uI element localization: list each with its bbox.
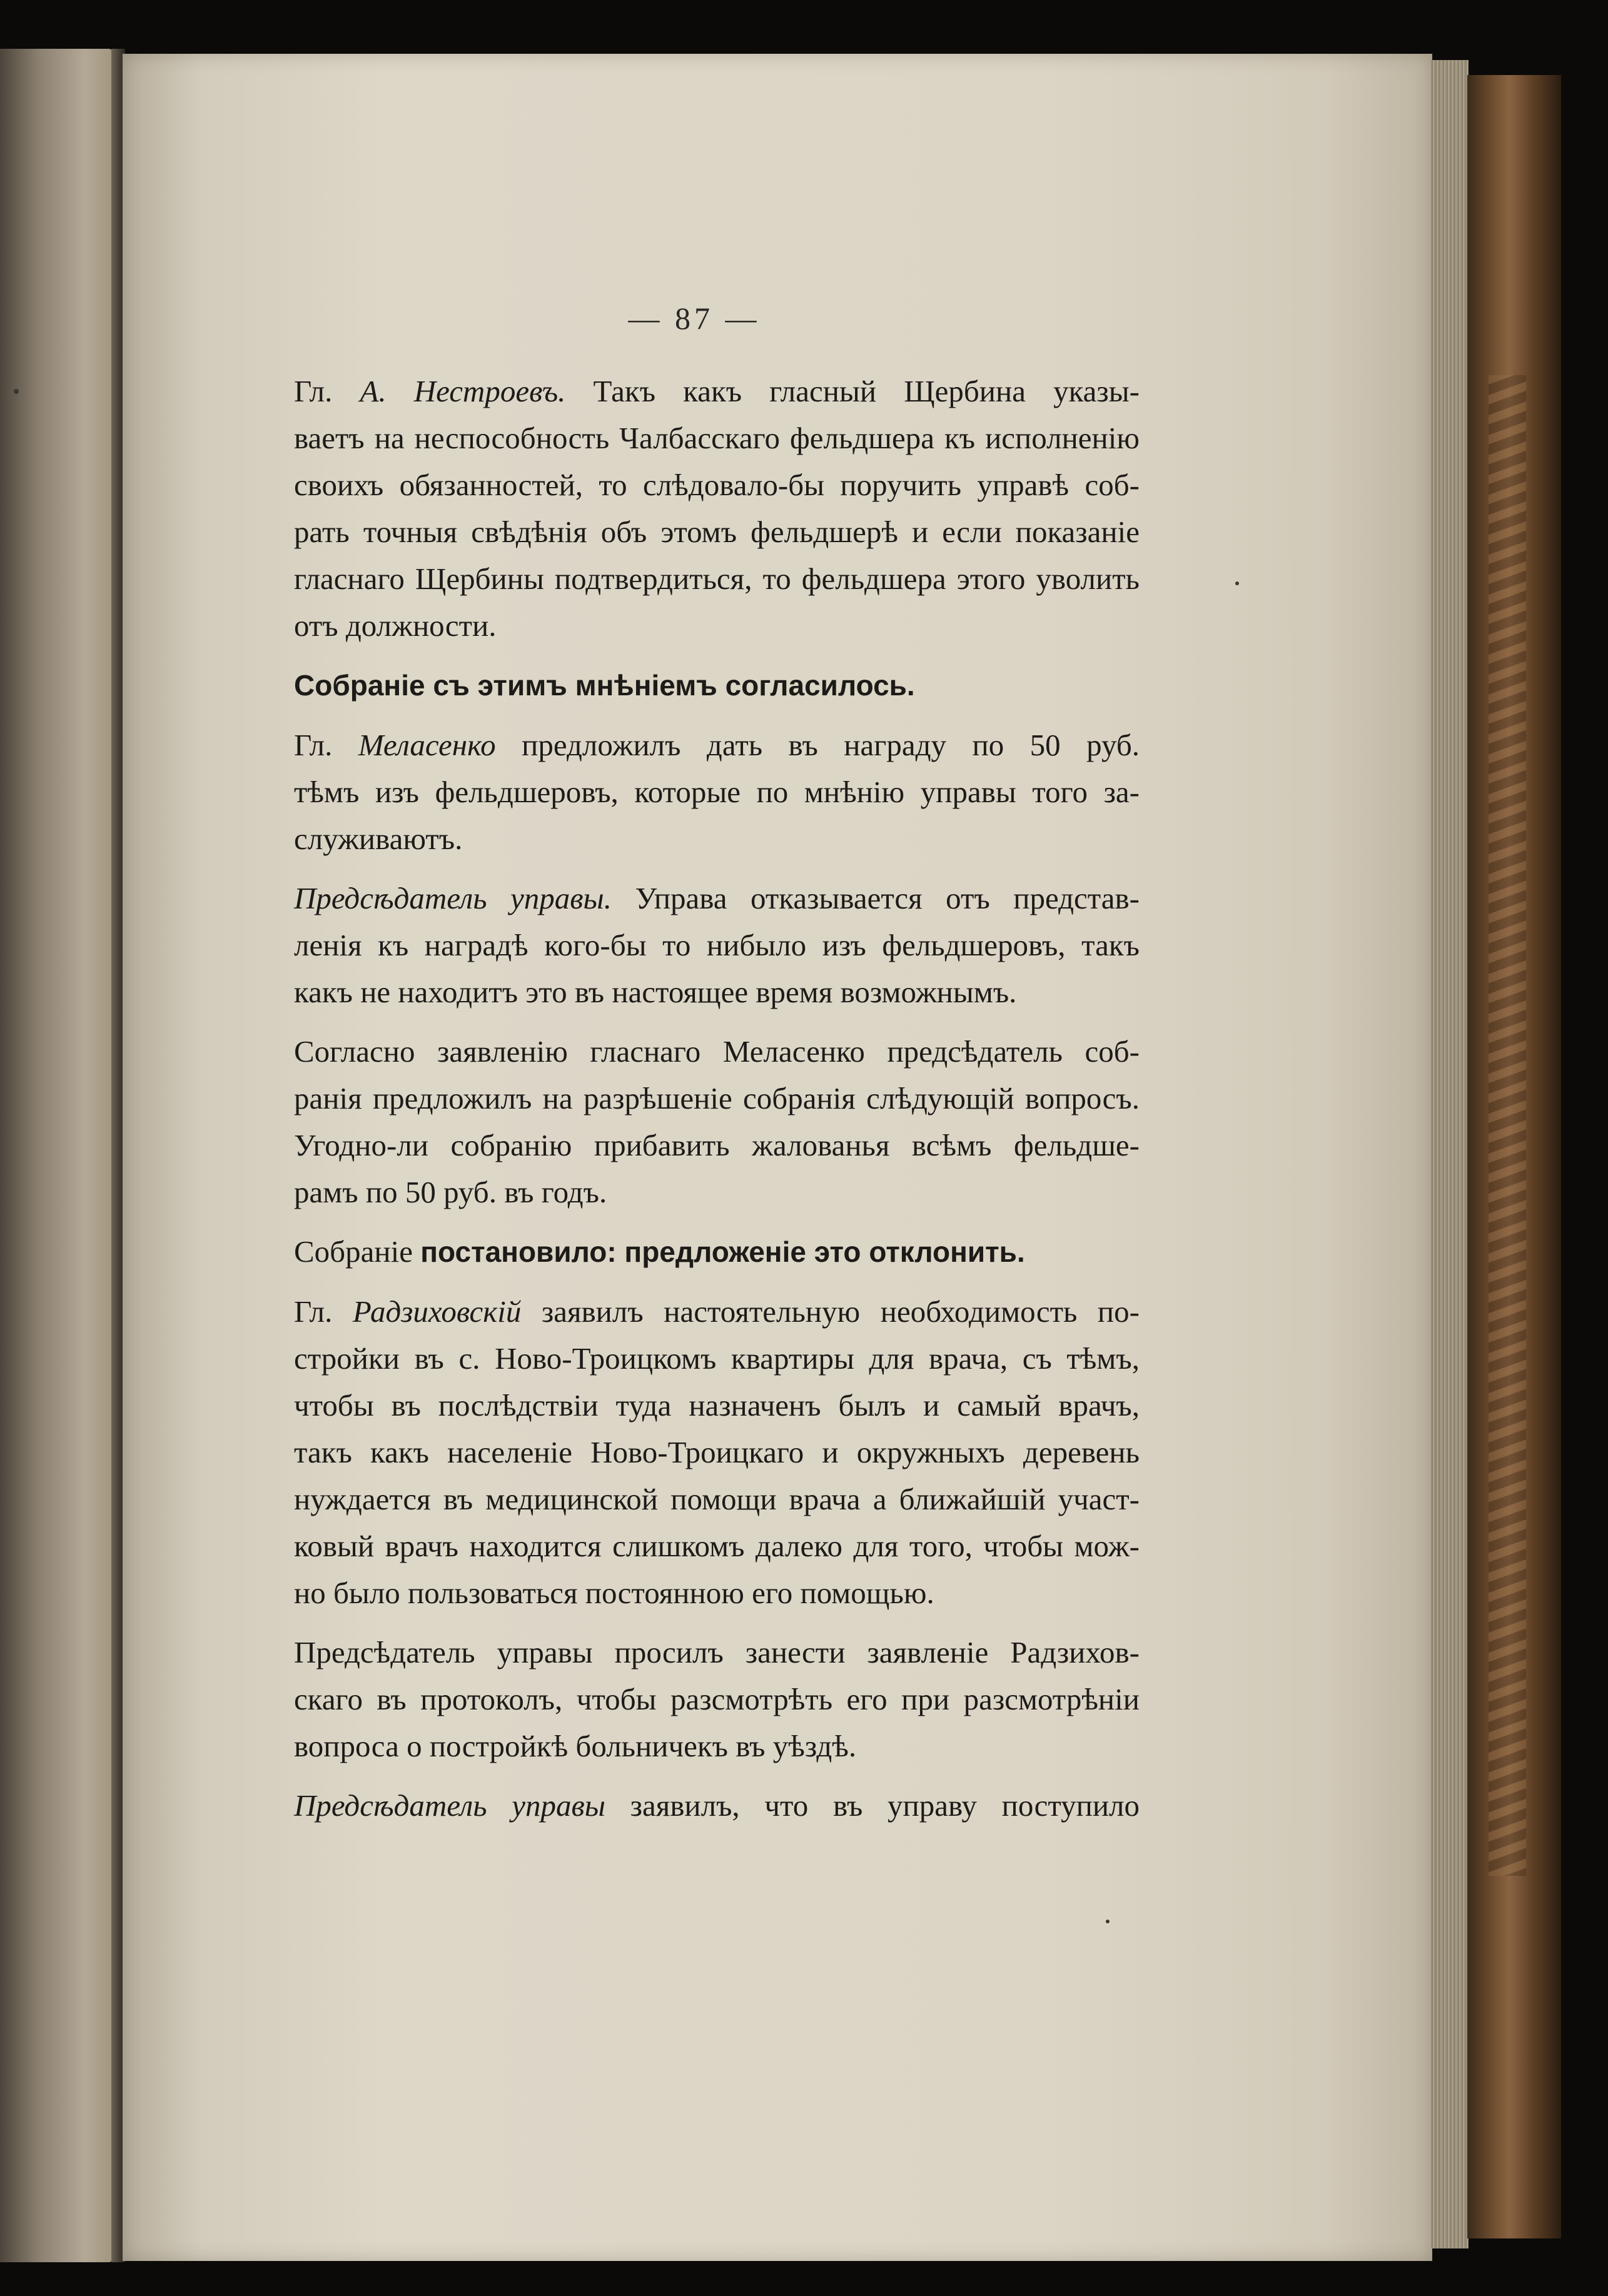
- paragraph-gap: [294, 1276, 1140, 1288]
- text-segment: своихъ обязанностей, то слѣдовало-бы поручить управѣ соб-: [294, 468, 1140, 502]
- text-line: [294, 875, 1140, 922]
- text-segment: заявилъ настоятельную необходимость по-: [521, 1294, 1140, 1329]
- paragraph-gap: [294, 1770, 1140, 1782]
- text-segment: предложилъ дать въ награду по 50 руб.: [495, 728, 1140, 762]
- text-segment: Угодно-ли собранiю прибавить жалованья всѣмъ фельдше-: [294, 1128, 1140, 1162]
- text-segment: рамъ по 50 руб. въ годъ.: [294, 1175, 607, 1209]
- paragraph-gap: [294, 1216, 1140, 1228]
- text-segment: постановило: предложенiе это отклонить.: [420, 1236, 1025, 1268]
- text-segment: отъ должности.: [294, 608, 497, 643]
- text-line: [294, 461, 1140, 508]
- text-segment: Предсѣдатель управы просилъ занести заявленiе Радзихов-: [294, 1635, 1140, 1669]
- text-segment: Согласно заявленiю гласнаго Меласенко предсѣдатель соб-: [294, 1034, 1140, 1069]
- page-stack-edges: [1431, 60, 1469, 2248]
- text-line: [294, 1782, 1140, 1829]
- text-line: [294, 1028, 1140, 1075]
- text-line: [294, 1429, 1140, 1476]
- text-segment: гласнаго Щербины подтвердиться, то фельдшера этого уволить: [294, 561, 1140, 596]
- text-segment: Гл.: [294, 1294, 353, 1329]
- text-segment: Меласенко: [358, 728, 496, 762]
- text-segment: Гл.: [294, 728, 358, 762]
- text-line: [294, 1288, 1140, 1335]
- text-line: [294, 602, 1140, 649]
- page-number: — 87 —: [628, 301, 761, 336]
- text-segment: скаго въ протоколъ, чтобы разсмотрѣть его при разсмотрѣнiи: [294, 1682, 1140, 1716]
- text-segment: А. Нестроевъ.: [360, 374, 566, 408]
- text-line: [294, 1629, 1140, 1676]
- speck: [14, 389, 19, 394]
- speck: [1235, 582, 1239, 585]
- cover-texture: [1489, 375, 1526, 1876]
- text-line: [294, 1382, 1140, 1429]
- text-segment: тѣмъ изъ фельдшеровъ, которые по мнѣнiю управы того за-: [294, 775, 1140, 809]
- page-body-text: [294, 368, 1140, 1829]
- text-segment: Управа отказывается отъ представ-: [611, 881, 1140, 915]
- text-segment: ранiя предложилъ на разрѣшенiе собранiя слѣдующiй вопросъ.: [294, 1081, 1140, 1115]
- text-line: [294, 1723, 1140, 1770]
- text-line: [294, 922, 1140, 969]
- text-line: [294, 368, 1140, 415]
- paragraph-gap: [294, 1616, 1140, 1629]
- text-line: [294, 662, 1140, 709]
- text-segment: служиваютъ.: [294, 822, 463, 856]
- text-segment: Собранiе съ этимъ мнѣнiемъ согласилось.: [294, 669, 915, 702]
- text-segment: заявилъ, что въ управу поступило: [605, 1788, 1140, 1823]
- text-line: [294, 768, 1140, 815]
- text-segment: какъ не находитъ это въ настоящее время возможнымъ.: [294, 975, 1017, 1009]
- text-line: [294, 508, 1140, 555]
- text-line: [294, 1335, 1140, 1382]
- paragraph-gap: [294, 862, 1140, 875]
- paragraph-gap: [294, 709, 1140, 722]
- text-segment: Гл.: [294, 374, 360, 408]
- paragraph-gap: [294, 649, 1140, 662]
- text-segment: стройки въ с. Ново-Троицкомъ квартиры для врача, съ тѣмъ,: [294, 1341, 1140, 1376]
- text-line: [294, 1569, 1140, 1616]
- paragraph-gap: [294, 1015, 1140, 1028]
- text-segment: чтобы въ послѣдствiи туда назначенъ былъ и самый врачъ,: [294, 1388, 1140, 1422]
- text-segment: Собранiе: [294, 1234, 421, 1269]
- text-line: [294, 969, 1140, 1015]
- text-segment: вопроса о постройкѣ больничекъ въ уѣздѣ.: [294, 1729, 857, 1763]
- text-segment: ленiя къ наградѣ кого-бы то нибыло изъ фельдшеровъ, такъ: [294, 928, 1140, 962]
- text-line: [294, 1676, 1140, 1723]
- text-line: [294, 815, 1140, 862]
- text-line: [294, 1228, 1140, 1276]
- text-line: [294, 1523, 1140, 1569]
- text-line: [294, 722, 1140, 768]
- text-segment: ваетъ на неспособность Чалбасскаго фельдшера къ исполненiю: [294, 421, 1140, 455]
- text-segment: ковый врачъ находится слишкомъ далеко для того, чтобы мож-: [294, 1529, 1140, 1563]
- speck: [1106, 1920, 1110, 1923]
- text-segment: Предсѣдатель управы.: [294, 881, 612, 915]
- text-segment: рать точныя свѣдѣнiя объ этомъ фельдшерѣ и если показанiе: [294, 515, 1140, 549]
- text-segment: Радзиховскiй: [352, 1294, 522, 1329]
- text-line: [294, 415, 1140, 461]
- text-line: [294, 1476, 1140, 1523]
- text-line: [294, 1075, 1140, 1122]
- text-line: [294, 555, 1140, 602]
- text-line: [294, 1122, 1140, 1169]
- text-segment: нуждается въ медицинской помощи врача а ближайшiй участ-: [294, 1482, 1140, 1516]
- text-segment: Такъ какъ гласный Щербина указы-: [565, 374, 1140, 408]
- text-segment: такъ какъ населенiе Ново-Троицкаго и окружныхъ деревень: [294, 1435, 1140, 1469]
- left-page-edge: [0, 49, 113, 2262]
- text-segment: Предсѣдатель управы: [294, 1788, 605, 1823]
- text-segment: но было пользоваться постоянною его помощью.: [294, 1576, 934, 1610]
- text-line: [294, 1169, 1140, 1216]
